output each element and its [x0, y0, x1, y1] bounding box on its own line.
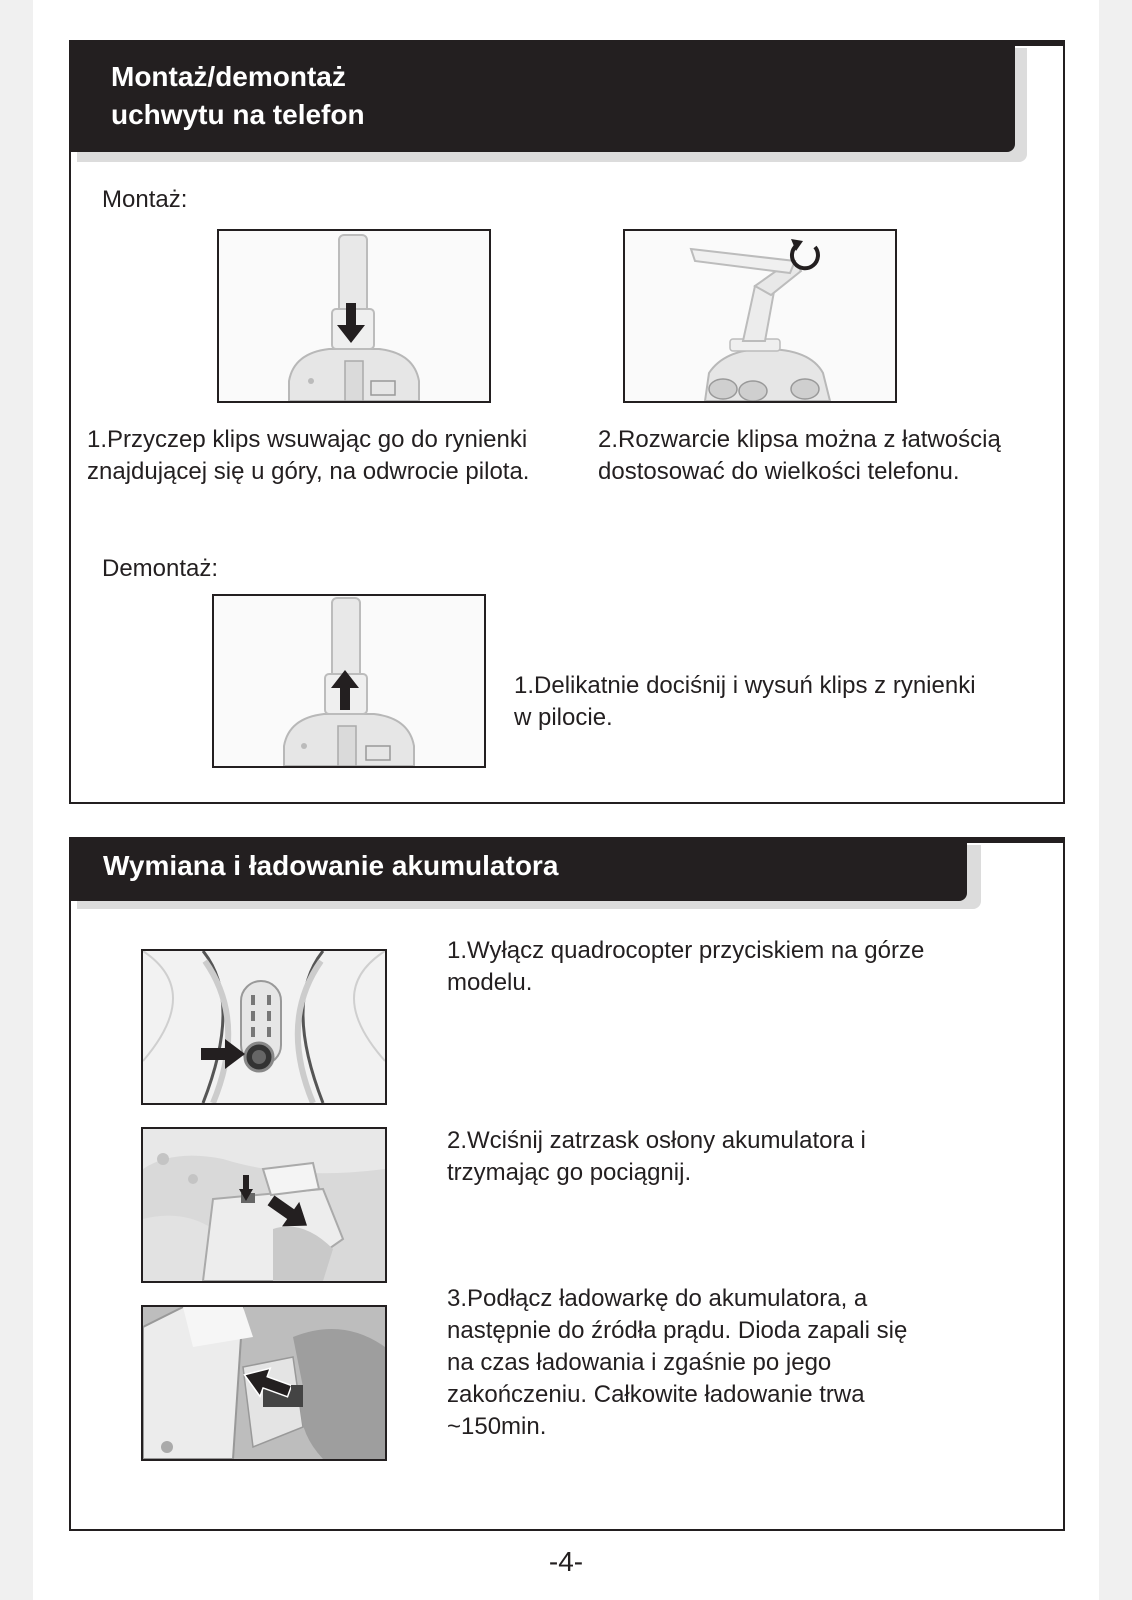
- battery-step2-text: [447, 1125, 866, 1189]
- manual-page: [33, 0, 1099, 1600]
- battery-latch-photo: [141, 1127, 387, 1283]
- section-title: Wymiana i ładowanie akumulatora: [103, 850, 559, 881]
- rotate-icon: [785, 235, 825, 275]
- section-header: [69, 837, 967, 901]
- charger-connect-photo: [141, 1305, 387, 1461]
- section-title: [111, 58, 365, 134]
- arrow-down-icon: [239, 1175, 253, 1201]
- phone-holder-section: [69, 40, 1065, 804]
- page-number: -4-: [548, 1546, 584, 1577]
- section-header: [69, 40, 1015, 152]
- battery-step3-line5: ~150min.: [447, 1413, 547, 1440]
- battery-step3-line3: na czas ładowania i zgaśnie po jego: [447, 1349, 832, 1376]
- power-button-photo: [141, 949, 387, 1105]
- mount-step1-line1: 1.Przyczep klips wsuwając go do rynienki: [87, 426, 528, 453]
- battery-latch-illustration: [143, 1129, 385, 1281]
- battery-step3-line1: 3.Podłącz ładowarkę do akumulatora, a: [447, 1285, 868, 1312]
- battery-section: [69, 837, 1065, 1531]
- battery-step1-line2: modelu.: [447, 969, 533, 996]
- arrow-right-icon: [267, 1195, 311, 1231]
- mount-label: Montaż:: [102, 186, 188, 213]
- battery-step3-text: [447, 1283, 907, 1443]
- mount-step2-line2: dostosować do wielkości telefonu.: [598, 458, 960, 485]
- adjust-clip-illustration: [625, 231, 895, 401]
- section-title-line2: uchwytu na telefon: [111, 99, 365, 130]
- mount-step1-line2: znajdującej się u góry, na odwrocie pilota.: [87, 458, 530, 485]
- arrow-left-icon: [243, 1365, 291, 1401]
- power-button-illustration: [143, 951, 385, 1103]
- dismount-clip-photo: [212, 594, 486, 768]
- battery-step1-line1: 1.Wyłącz quadrocopter przyciskiem na górze: [447, 937, 925, 964]
- battery-step3-line2: następnie do źródła prądu. Dioda zapali się: [447, 1317, 908, 1344]
- adjust-clip-photo: [623, 229, 897, 403]
- mount-step2-line1: 2.Rozwarcie klipsa można z łatwością: [598, 426, 1001, 453]
- section-title-line1: Montaż/demontaż: [111, 61, 346, 92]
- mount-step2-text: [598, 424, 1001, 488]
- battery-step3-line4: zakończeniu. Całkowite ładowanie trwa: [447, 1381, 865, 1408]
- arrow-up-icon: [330, 670, 360, 710]
- dismount-step1-line1: 1.Delikatnie dociśnij i wysuń klips z rynienki: [514, 672, 976, 699]
- mount-clip-photo: [217, 229, 491, 403]
- battery-step1-text: [447, 935, 924, 999]
- arrow-down-icon: [336, 303, 366, 343]
- mount-step1-text: [87, 424, 529, 488]
- battery-step2-line1: 2.Wciśnij zatrzask osłony akumulatora i: [447, 1127, 866, 1154]
- dismount-step1-line2: w pilocie.: [514, 704, 613, 731]
- dismount-label: Demontaż:: [102, 555, 219, 582]
- battery-step2-line2: trzymając go pociągnij.: [447, 1159, 692, 1186]
- arrow-right-icon: [201, 1039, 245, 1069]
- dismount-step1-text: [514, 670, 976, 734]
